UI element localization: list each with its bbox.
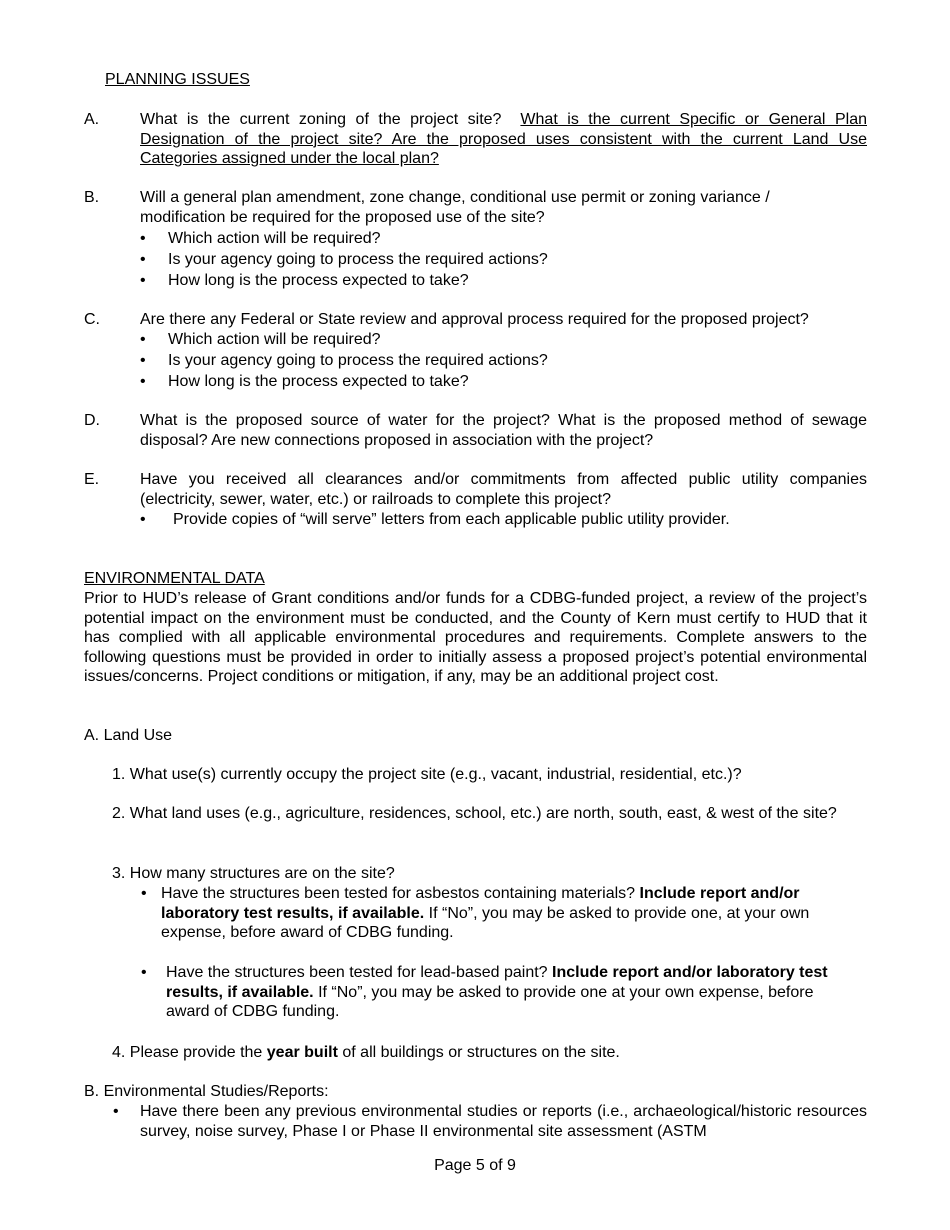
document-page: PLANNING ISSUES A. What is the current zoning of the project site? What is the current Specific or General Plan Designation of the project site? Are the proposed uses consistent with the current Land Use Categories assigned under the local plan? B. Will a general plan amendment, zone change, conditional use permit or zoning variance / modification be required for the proposed use of the site? • Which action will be required? • Is your agency going to process the required actions? • How long is the process expected to take? C. Are there any Federal or State review and approval process required for the proposed project? • Which action will be required? • Is your agency going to process the required actions? • How long is the process expected to take? D. What is the proposed source of water for the project? What is the proposed method of sewage disposal? Are new connections proposed in association with the project? E. Have you received all clearances and/or commitments from affected public utility companies (electricity, sewer, water, etc.) or railroads to complete this project? • Provide copies of “will serve” letters from each applicable public utility provider. ENVIRONMENTAL DATA Prior to HUD’s release of Grant conditions and/or funds for a CDBG-funded project, a review of the project’s potential impact on the environment must be conducted, and the County of Kern must certify to HUD that it has complied with all applicable environmental procedures and requirements. Complete answers to the following questions must be provided in order to initially assess a proposed project’s potential environmental issues/concerns. Project conditions or mitigation, if any, may be an additional project cost. A. Land Use 1. What use(s) currently occupy the project site (e.g., vacant, industrial, residential, etc.)? 2. What land uses (e.g., agriculture, residences, school, etc.) are north, south, east, & west of the site? 3. How many structures are on the site? • Have the structures been tested for asbestos containing materials? Include report and/or laboratory test results, if available. If “No”, you may be asked to provide one, at your own expense, before award of CDBG funding. • Have the structures been tested for lead-based paint? Include report and/or laboratory test results, if available. If “No”, you may be asked to provide one at your own expense, before award of CDBG funding. 4. Please provide the year built of all buildings or structures on the site. B. Environmental Studies/Reports: • Have there been any previous environmental studies or reports (i.e., archaeological/historic resources survey, noise survey, Phase I or Phase II environmental site assessment (ASTM Page 5 of 9 bbox=[0, 0, 950, 1230]
lead-bold-instruction: Include report and/or laboratory test results, if available. bbox=[166, 964, 828, 1001]
land-use-question-1: 1. What use(s) currently occupy the project site (e.g., vacant, industrial, residential, etc.)? bbox=[112, 766, 742, 783]
land-use-question-2: 2. What land uses (e.g., agriculture, residences, school, etc.) are north, south, east, & west of the site? bbox=[112, 805, 837, 822]
planning-item-e-label: E. bbox=[84, 471, 100, 488]
planning-item-c-text: Are there any Federal or State review and approval process required for the proposed project? bbox=[140, 311, 809, 328]
planning-item-a-label: A. bbox=[84, 111, 100, 128]
environmental-studies-heading: B. Environmental Studies/Reports: bbox=[84, 1083, 329, 1100]
page-number: Page 5 of 9 bbox=[434, 1157, 516, 1174]
planning-item-d-label: D. bbox=[84, 412, 100, 429]
planning-item-c-label: C. bbox=[84, 311, 100, 328]
studies-bullet-text: Have there been any previous environmental studies or reports (i.e., archaeological/historic resources survey, noise survey, Phase I or Phase II environmental site assessment (ASTM bbox=[140, 1103, 867, 1140]
asbestos-bullet-dot: • bbox=[141, 885, 147, 902]
environmental-data-heading: ENVIRONMENTAL DATA bbox=[84, 570, 265, 587]
asbestos-bullet-line1: Have the structures been tested for asbestos containing materials? Include report and/or laboratory test results, if available. If “No”, you may be asked to provide one, at your own expense, before award of CDBG funding. bbox=[161, 885, 810, 942]
lead-bullet-text: Have the structures been tested for lead-based paint? Include report and/or laboratory test results, if available. If “No”, you may be asked to provide one at your own expense, before award of CDBG funding. bbox=[166, 964, 828, 1021]
asbestos-bold-instruction: Include report and/or laboratory test results, if available. bbox=[161, 885, 800, 922]
land-use-heading: A. Land Use bbox=[84, 727, 173, 744]
planning-item-e-text: Have you received all clearances and/or commitments from affected public utility companies (electricity, sewer, water, etc.) or railroads to complete this project? bbox=[140, 471, 867, 508]
land-use-question-4: 4. Please provide the year built of all buildings or structures on the site. bbox=[112, 1044, 620, 1061]
planning-item-b-label: B. bbox=[84, 189, 100, 206]
planning-item-a-underlined: What is the current Specific or General Plan Designation of the project site? Are the proposed uses consistent with the current Land Use Categories assigned under the local plan? bbox=[140, 111, 867, 168]
environmental-intro-paragraph: Prior to HUD’s release of Grant conditions and/or funds for a CDBG-funded project, a review of the project’s potential impact on the environment must be conducted, and the County of Kern must certify to HUD that it has complied with all applicable environmental procedures and requirements. Complete answers to the following questions must be provided in order to initially assess a proposed project’s potential environmental issues/concerns. Project conditions or mitigation, if any, may be an additional project cost. bbox=[84, 590, 867, 686]
land-use-question-3: 3. How many structures are on the site? bbox=[112, 865, 395, 882]
planning-issues-heading: PLANNING ISSUES bbox=[105, 71, 250, 88]
planning-item-b-text: Will a general plan amendment, zone change, conditional use permit or zoning variance / modification be required for the proposed use of the site? bbox=[140, 189, 770, 226]
planning-item-a-text bbox=[140, 110, 867, 169]
planning-item-d-text: What is the proposed source of water for the project? What is the proposed method of sewage disposal? Are new connections proposed in association with the project? bbox=[140, 412, 867, 449]
studies-bullet-dot: • bbox=[113, 1103, 119, 1120]
year-built-bold: year built bbox=[266, 1044, 338, 1061]
planning-item-a-plain: What is the current zoning of the project site? bbox=[140, 111, 502, 128]
lead-bullet-dot: • bbox=[141, 964, 147, 981]
